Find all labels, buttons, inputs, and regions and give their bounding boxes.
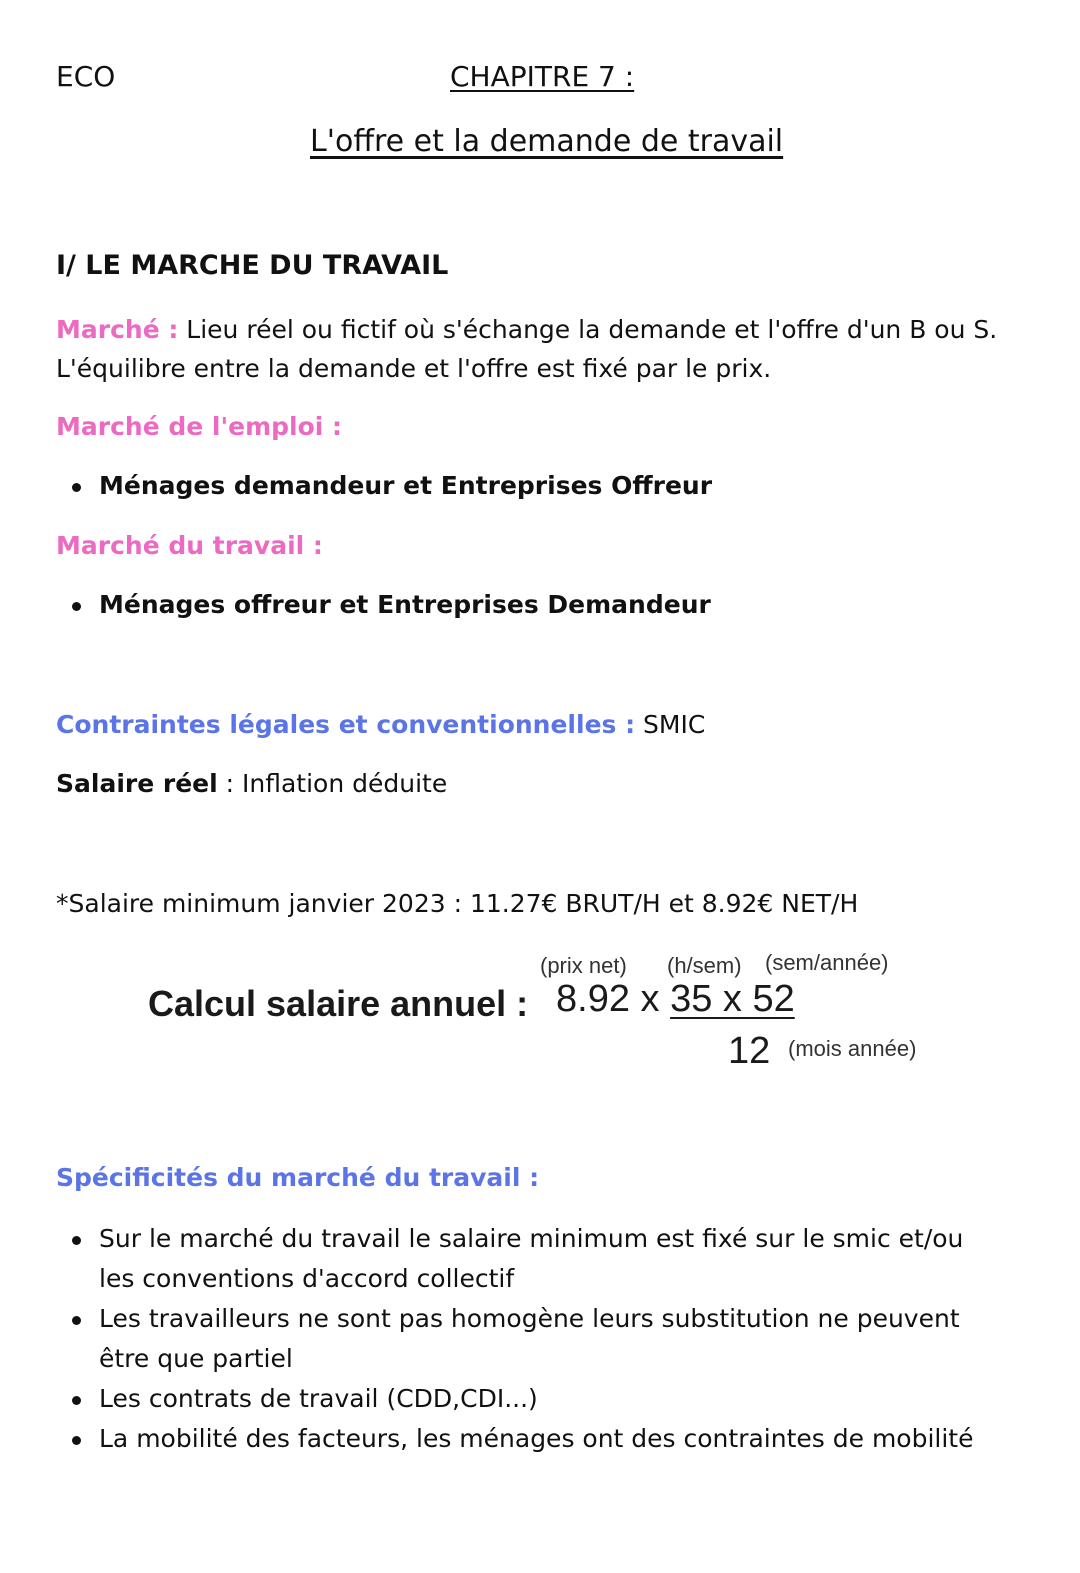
note-prix-net: (prix net)	[540, 953, 627, 978]
salaire-reel-label: Salaire réel	[56, 769, 218, 798]
specificites-label: Spécificités du marché du travail :	[56, 1163, 540, 1192]
note-h-sem: (h/sem)	[667, 953, 742, 978]
note-sem-annee: (sem/année)	[765, 950, 889, 975]
marche-line2: L'équilibre entre la demande et l'offre est fixé par le prix.	[56, 354, 772, 383]
contraintes-line	[56, 705, 705, 744]
salaire-minimum-note: *Salaire minimum janvier 2023 : 11.27€ BRUT/H et 8.92€ NET/H	[56, 889, 859, 918]
list-item	[56, 1299, 999, 1379]
travail-label: Marché du travail :	[56, 531, 323, 560]
formula-first-term: 8.92 x	[556, 978, 671, 1020]
list-item-text: Les contrats de travail (CDD,CDI...)	[99, 1384, 538, 1413]
marche-definition	[56, 310, 997, 388]
salaire-reel-line	[56, 764, 447, 803]
emploi-bullet-list	[56, 466, 712, 506]
chapter-heading: CHAPITRE 7 :	[450, 60, 635, 93]
salaire-reel-value: : Inflation déduite	[217, 769, 448, 798]
chapter-title: L'offre et la demande de travail	[310, 124, 784, 159]
emploi-label: Marché de l'emploi :	[56, 412, 343, 441]
list-item-text: Sur le marché du travail le salaire minimum est fixé sur le smic et/ou les conventions d'accord collectif	[99, 1224, 964, 1293]
note-mois-annee: (mois année)	[788, 1036, 917, 1061]
specificites-bullet-list	[56, 1219, 999, 1459]
list-item	[56, 1219, 999, 1299]
subject-label: ECO	[56, 60, 116, 93]
list-item: Ménages demandeur et Entreprises Offreur	[56, 466, 712, 506]
list-item-text: Les travailleurs ne sont pas homogène leurs substitution ne peuvent être que partiel	[99, 1304, 960, 1373]
contraintes-label: Contraintes légales et conventionnelles :	[56, 710, 636, 739]
formula-denominator: 12	[728, 1030, 771, 1072]
list-item	[56, 1379, 999, 1419]
formula-label: Calcul salaire annuel :	[148, 983, 529, 1024]
list-item	[56, 1419, 999, 1459]
contraintes-value: SMIC	[635, 710, 706, 739]
marche-label: Marché :	[56, 315, 179, 344]
list-item: Ménages offreur et Entreprises Demandeur	[56, 585, 711, 625]
formula-numerator	[556, 978, 795, 1021]
section-title: I/ LE MARCHE DU TRAVAIL	[56, 250, 449, 281]
marche-text: Lieu réel ou fictif où s'échange la demande et l'offre d'un B ou S.	[178, 315, 998, 344]
travail-bullet-list	[56, 585, 711, 625]
list-item-text: La mobilité des facteurs, les ménages ont des contraintes de mobilité	[99, 1424, 974, 1453]
formula-underlined-terms: 35 x 52	[670, 978, 795, 1020]
